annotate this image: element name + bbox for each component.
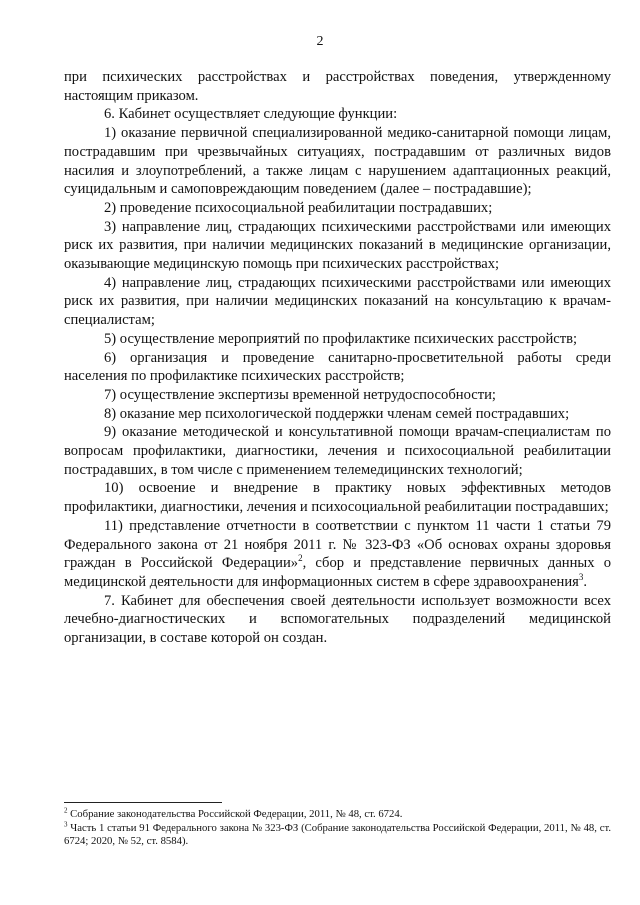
paragraph-function-10: 10) освоение и внедрение в практику новых эффективных методов профилактики, диагностики, лечения и психосоциальной реабилитации пострадавших;	[64, 480, 611, 516]
footnote-2	[64, 808, 611, 822]
footnote-divider	[64, 802, 222, 803]
footnote-marker-2: 2	[64, 806, 68, 815]
footnote-ref-3[interactable]: 3	[578, 572, 584, 583]
paragraph-item-7: 7. Кабинет для обеспечения своей деятельности использует возможности всех лечебно-диагностических и вспомогательных подразделений медицинской организации, в составе которой он создан.	[64, 592, 611, 647]
paragraph-function-1: 1) оказание первичной специализированной медико-санитарной помощи лицам, пострадавшим при чрезвычайных ситуациях, пострадавшим от различных видов насилия и злоупотреблений, а также лицам с нарушением адаптационных реакций, суицидальным и самоповреждающим поведением (далее – пострадавшие);	[64, 125, 611, 198]
footnote-marker-3: 3	[64, 820, 68, 829]
paragraph-function-5: 5) осуществление мероприятий по профилактике психических расстройств;	[104, 330, 578, 347]
paragraph-function-11-part-1: 11) представление отчетности в соответствии с пунктом 11 части 1 статьи 79 Федерального закона от 21 ноября 2011 г. № 323-ФЗ «Об основах охраны здоровья граждан в Российской Федерации»	[64, 517, 611, 572]
footnotes	[64, 808, 611, 849]
paragraph-function-11	[64, 517, 611, 592]
paragraph-function-11-part-3: .	[583, 573, 587, 590]
paragraph-continuation: при психических расстройствах и расстройствах поведения, утвержденному настоящим приказом.	[64, 69, 611, 104]
paragraph-function-6: 6) организация и проведение санитарно-просветительной работы среди населения по профилактике психических расстройств;	[64, 349, 611, 385]
paragraph-function-3: 3) направление лиц, страдающих психическими расстройствами или имеющих риск их развития, при наличии медицинских показаний в медицинские организации, оказывающие медицинскую помощь при психических расстройствах;	[64, 218, 611, 273]
paragraph-function-9: 9) оказание методической и консультативной помощи врачам-специалистам по вопросам профилактики, диагностики, лечения и психосоциальной реабилитации пострадавших, в том числе с применением телемедицинских технологий;	[64, 424, 611, 478]
paragraph-function-2: 2) проведение психосоциальной реабилитации пострадавших;	[104, 199, 493, 216]
footnote-ref-2[interactable]: 2	[298, 553, 303, 564]
footnote-3	[64, 822, 611, 849]
paragraph-function-4: 4) направление лиц, страдающих психическими расстройствами или имеющих риск их развития, при наличии медицинских показаний на консультацию к врачам-специалистам;	[64, 274, 611, 329]
paragraph-item-6-heading: 6. Кабинет осуществляет следующие функции:	[104, 106, 398, 123]
paragraph-function-7: 7) осуществление экспертизы временной нетрудоспособности;	[104, 386, 496, 403]
document-body	[64, 68, 611, 648]
footnote-text-3: Часть 1 статьи 91 Федерального закона № 323-ФЗ (Собрание законодательства Российской Федерации, 2011, № 48, ст. 6724; 2020, № 52, ст. 8584).	[64, 821, 611, 848]
paragraph-function-8: 8) оказание мер психологической поддержки членам семей пострадавших;	[104, 405, 570, 422]
paragraph-function-11-part-2: , сбор и представление первичных данных о медицинской деятельности для информационных систем в сфере здравоохранения	[64, 555, 611, 590]
page-number: 2	[316, 34, 324, 49]
footnote-text-2: Собрание законодательства Российской Федерации, 2011, № 48, ст. 6724.	[67, 808, 403, 820]
